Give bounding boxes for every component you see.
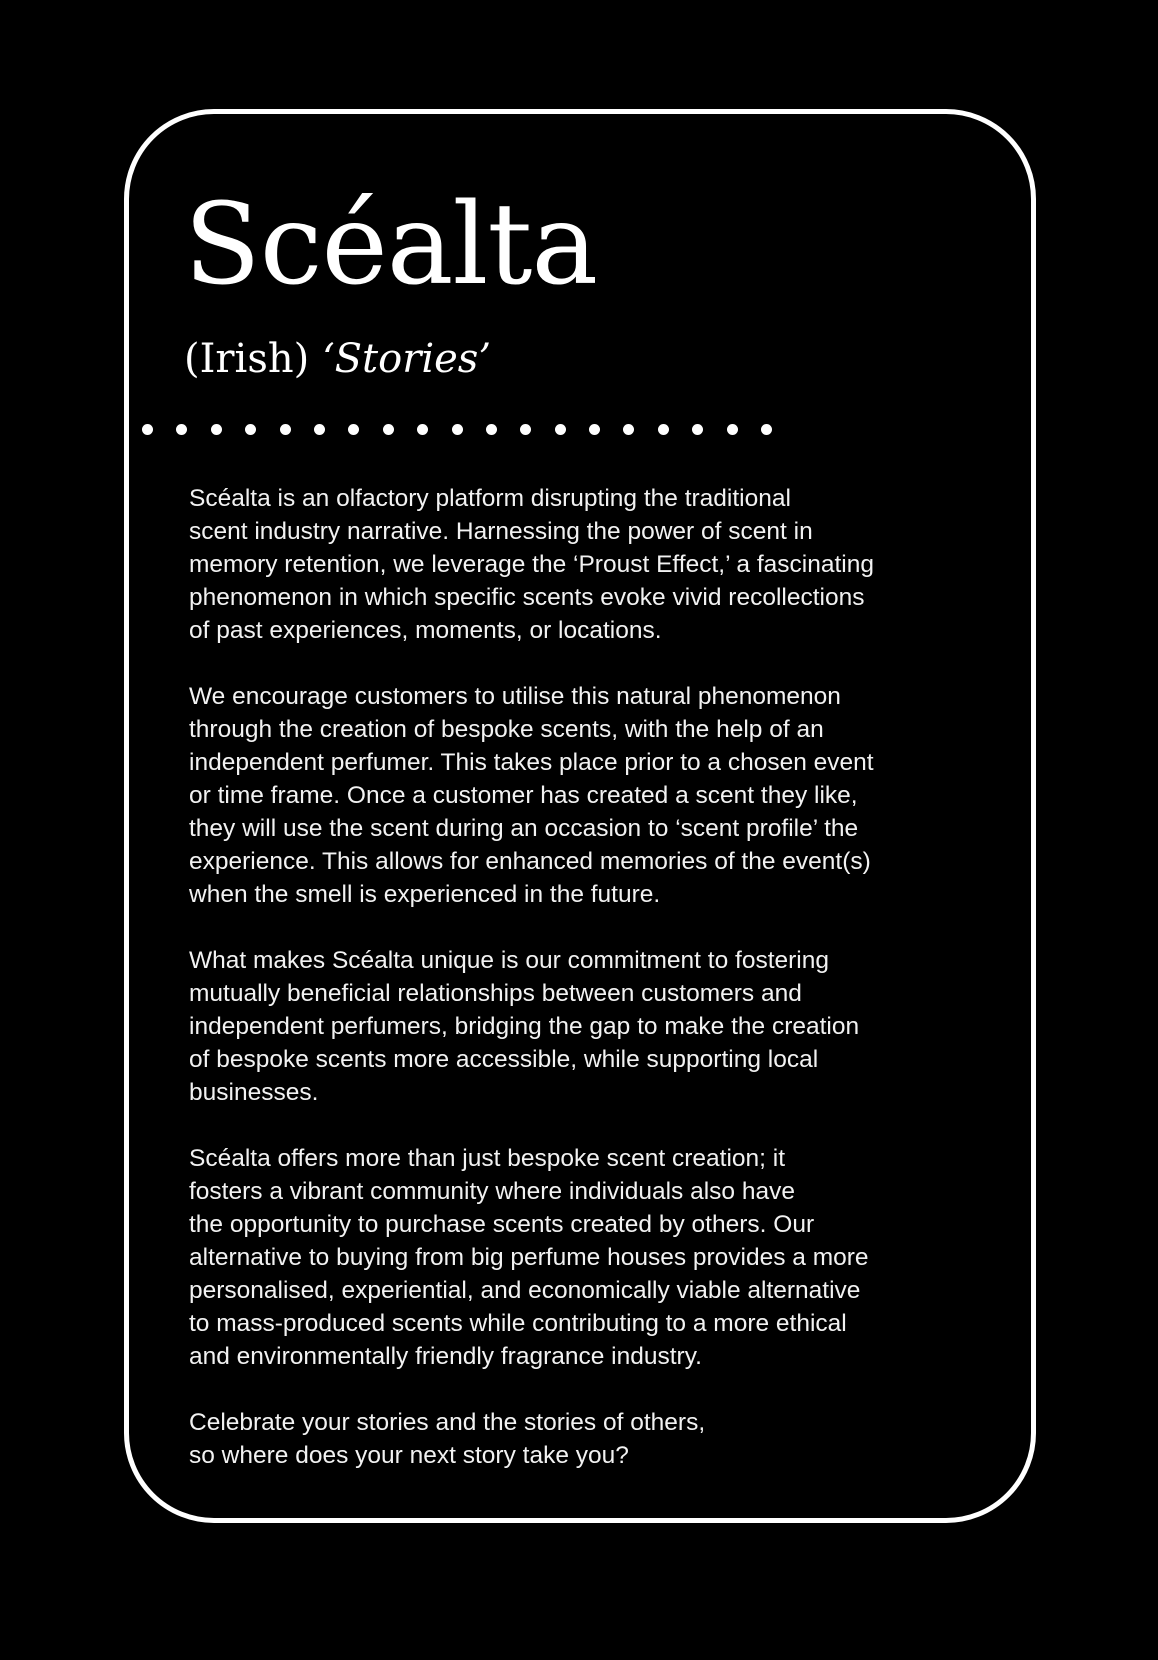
paragraph-unique: What makes Scéalta unique is our commitment to fostering mutually beneficial relationships between customers and independent perfumers, bridging the gap to make the creation of bespoke scents more accessible, while supporting local businesses. (189, 947, 860, 1106)
paragraph-closing: Celebrate your stories and the stories of others, so where does your next story take you? (189, 1409, 706, 1469)
divider-dot (452, 424, 463, 435)
divider-dot (486, 424, 497, 435)
page-title: Scéalta (184, 180, 598, 310)
subtitle-language: (Irish) (184, 336, 310, 382)
divider-dot (211, 424, 222, 435)
subtitle-meaning: ‘Stories’ (321, 336, 492, 382)
divider-dot (348, 424, 359, 435)
divider-dot (142, 424, 153, 435)
divider-dot (692, 424, 703, 435)
divider-dot (658, 424, 669, 435)
paragraph-how-it-works: We encourage customers to utilise this natural phenomenon through the creation of bespoke scents, with the help of an independent perfumer. This takes place prior to a chosen event or time frame. Once a customer has created a scent they like, they will use the scent during an occasion to ‘scent profile’ the experience. This allows for enhanced memories of the event(s) when the smell is experienced in the future. (189, 683, 874, 908)
divider-dot (245, 424, 256, 435)
paragraph-community: Scéalta offers more than just bespoke scent creation; it fosters a vibrant community where individuals also have the opportunity to purchase scents created by others. Our alternative to buying from big perfume houses provides a more personalised, experiential, and economically viable alternative to mass-produced scents while contributing to a more ethical and environmentally friendly fragrance industry. (189, 1145, 869, 1370)
divider-dot (520, 424, 531, 435)
divider-dot (314, 424, 325, 435)
divider-dot (555, 424, 566, 435)
subtitle (184, 335, 491, 383)
body-text (189, 482, 909, 1472)
divider-dot (176, 424, 187, 435)
divider-dot (383, 424, 394, 435)
dotted-divider (142, 424, 772, 435)
divider-dot (280, 424, 291, 435)
divider-dot (623, 424, 634, 435)
divider-dot (417, 424, 428, 435)
divider-dot (761, 424, 772, 435)
divider-dot (589, 424, 600, 435)
divider-dot (727, 424, 738, 435)
paragraph-intro: Scéalta is an olfactory platform disrupting the traditional scent industry narrative. Harnessing the power of scent in memory retention, we leverage the ‘Proust Effect,’ a fascinating phenomenon in which specific scents evoke vivid recollections of past experiences, moments, or locations. (189, 485, 874, 644)
